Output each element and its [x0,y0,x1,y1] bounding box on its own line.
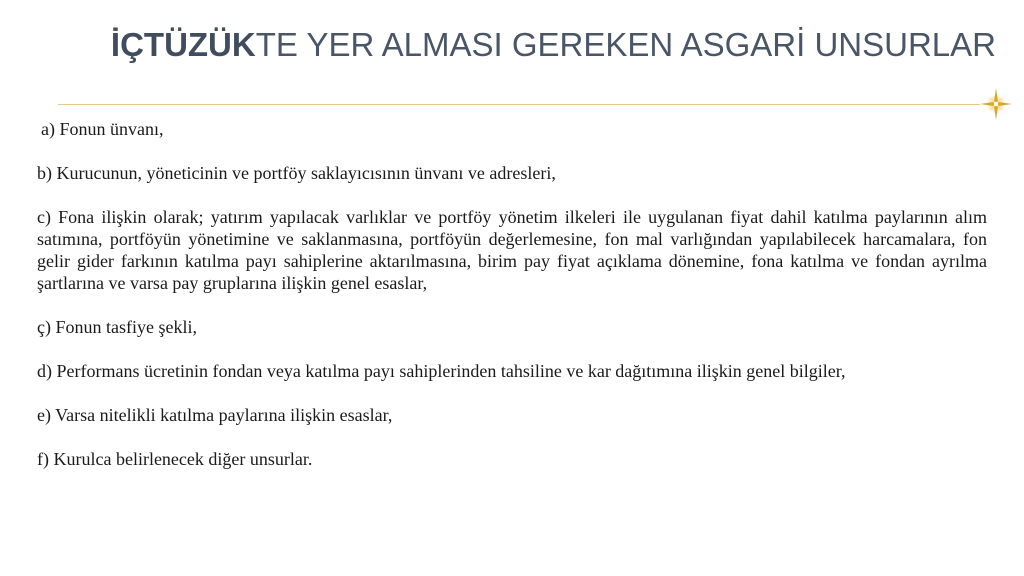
list-item-a: a) Fonun ünvanı, [41,119,164,139]
star-icon [978,86,1014,122]
page-title-rest: TE YER ALMASI GEREKEN ASGARİ UNSURLAR [255,26,996,63]
list-item-f: f) Kurulca belirlenecek diğer unsurlar. [37,449,313,469]
list-item-c: c) Fona ilişkin olarak; yatırım yapılacak varlıklar ve portföy yönetim ilkeleri ile uygulanan fiyat dahil katılma paylarının alım satımına, portföyün yönetimine ve saklanmasına, portföyün değerlemesine, fon mal varlığından yapılabilecek harcamalara, fon gelir gider farkının katılma payı sahiplerine aktarılmasına, birim pay fiyat açıklama dönemine, fona katılma ve fondan ayrılma şartlarına ve varsa pay gruplarına ilişkin genel esaslar, [37,207,987,293]
list-item-b: b) Kurucunun, yöneticinin ve portföy saklayıcısının ünvanı ve adresleri, [37,163,556,183]
list-item-d: d) Performans ücretinin fondan veya katılma payı sahiplerinden tahsiline ve kar dağıtımına ilişkin genel bilgiler, [37,361,846,381]
list-item-e: e) Varsa nitelikli katılma paylarına ilişkin esaslar, [37,405,393,425]
list-item-cc: ç) Fonun tasfiye şekli, [37,317,197,337]
page-title-bold: İÇTÜZÜK [110,26,256,63]
page-title [111,26,996,64]
criteria-list [37,118,987,492]
title-divider [58,104,980,105]
